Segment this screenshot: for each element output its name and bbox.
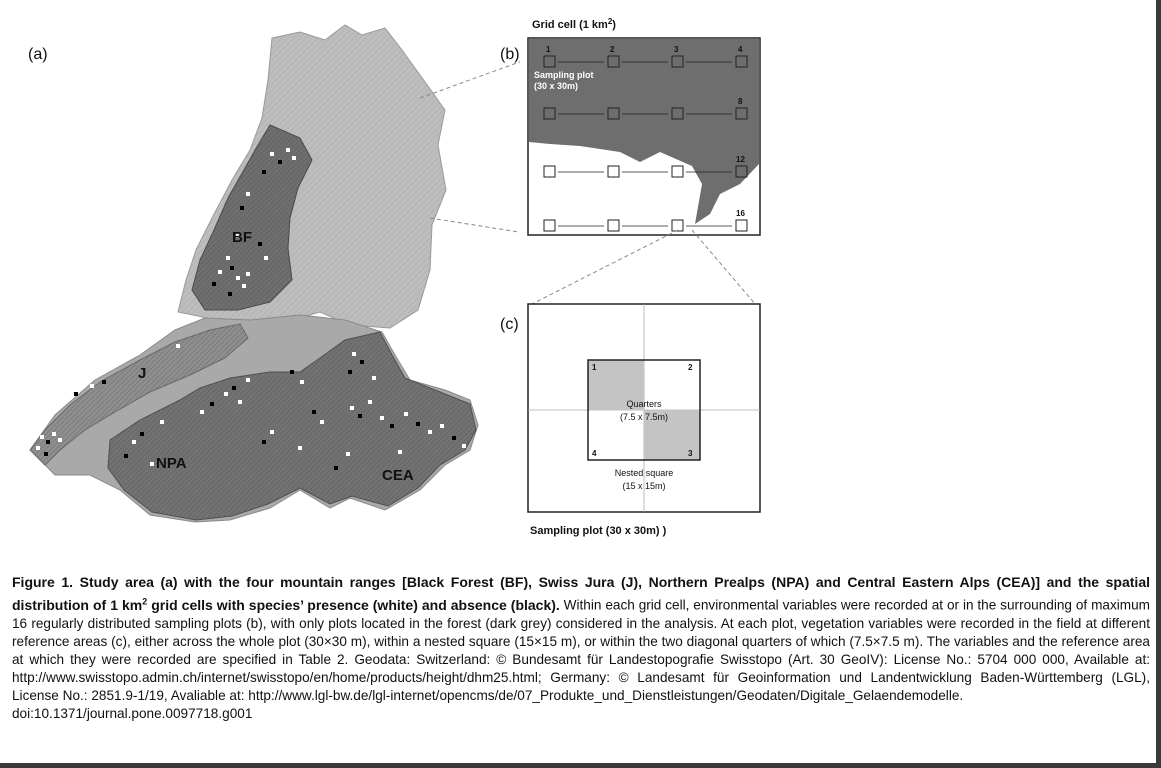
grid-cell-title: Grid cell (1 $km^2$) [532,17,616,31]
plot-number-16: 16 [736,209,745,218]
panel-c-label: (c) [500,316,519,333]
quarter-number-1: 1 [592,363,597,372]
plot-number-12: 12 [736,155,745,164]
label-j: J [138,365,147,382]
connector-lines [520,210,780,310]
nested-square-label: Nested square [614,468,674,478]
panel-a-label: (a) [28,46,48,63]
label-cea: CEA [382,467,414,484]
study-area-map [0,20,520,540]
caption-body: Within each grid cell, environmental variables were recorded at or in the surrounding of maximum 16 regularly distributed sampling plots (b), with only plots located in the forest (dark grey) considered in the analysis. At each plot, vegetation variables were recorded in the field at different reference areas (c), either across the whole plot (30×30 m), within a nested square (15×15 m), or within the two diagonal quarters of which (7.5×7.5 m). The variables and the reference area at which they were recorded are specified in Table 2. Geodata: Switzerland: © Bundesamt für Landestopografie Swisstopo (Art. 30 GeoIV): License No.: 5704 000 000, Available at: http://www.swisstopo.admin.ch/internet/swisstopo/en/home/products/height/dhm25.html; Germany: © Landesamt für Geoinformation und Landentwicklung Baden-Württemberg (LGL), License No.: 2851.9-1/19, Avaliable at: http://www.lgl-bw.de/lgl-internet/opencms/de/07_Produkte_und_Dienstleistungen/Geodaten/Digitale_Gelaendemodelle. [12,597,1150,703]
figure-caption [12,573,1150,723]
quarters-size: (7.5 x 7.5m) [619,412,669,422]
caption-lead: Figure 1. Study area (a) with the four mountain ranges [Black Forest (BF), Swiss Jura (J), Northern Prealps (NPA) and Central Eastern Alps (CEA)] and the spatial distribution of 1 $km^2$ grid cells with species’ presence (white) and absence (black). [12,574,1150,613]
quarters-label: Quarters [626,399,662,409]
sampling-plot-footer: Sampling plot (30 x 30m) ) [530,525,667,537]
quarter-number-3: 3 [688,449,693,458]
plot-number-3: 3 [674,45,679,54]
plot-number-1: 1 [546,45,551,54]
sampling-plot-diagram [520,296,780,546]
plot-number-4: 4 [738,45,743,54]
quarter-number-4: 4 [592,449,597,458]
caption-doi: doi:10.1371/journal.pone.0097718.g001 [12,705,253,721]
quarter-number-2: 2 [688,363,693,372]
panel-b-label: (b) [500,46,520,63]
plot-number-8: 8 [738,97,743,106]
nested-square-size: (15 x 15m) [622,481,666,491]
sampling-plot-label: Sampling plot [534,70,594,80]
plot-number-2: 2 [610,45,615,54]
label-npa: NPA [156,455,187,472]
label-bf: BF [232,229,252,246]
sampling-plot-size: (30 x 30m) [534,81,579,91]
